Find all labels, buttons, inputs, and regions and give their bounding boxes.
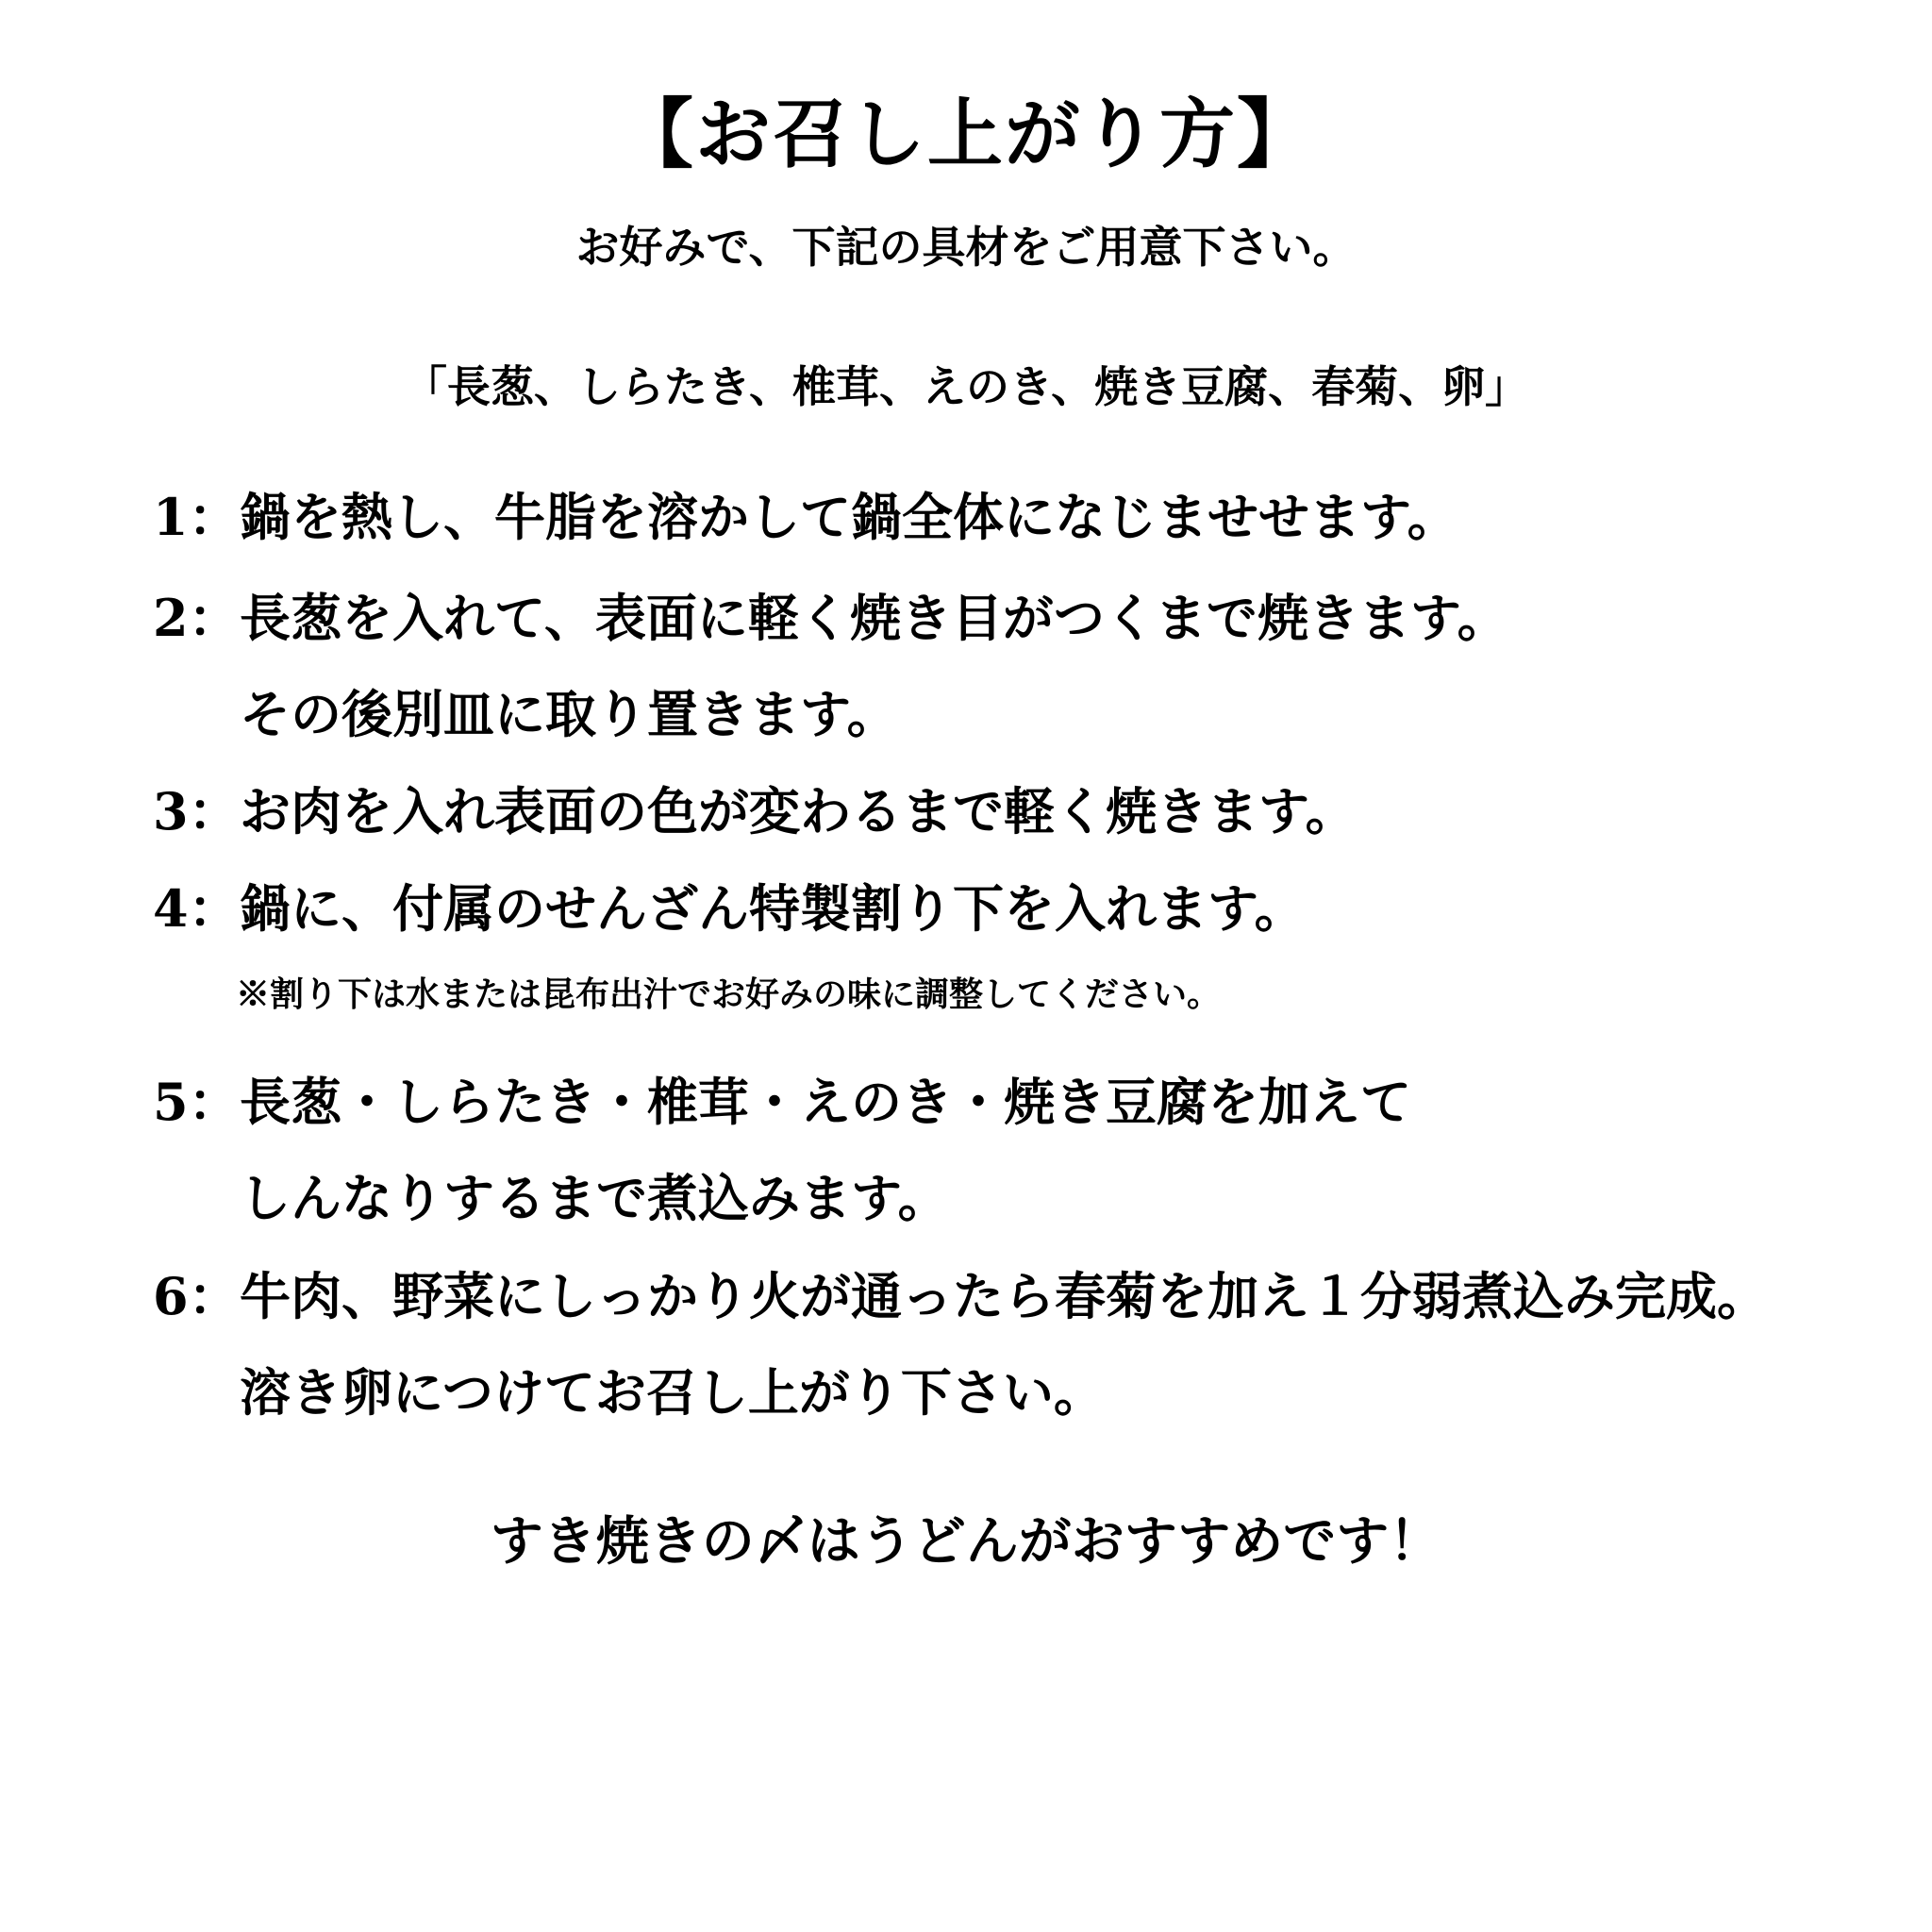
ingredients-list: 「長葱、しらたき、椎茸、えのき、焼き豆腐、春菊、卵」 bbox=[403, 361, 1529, 412]
step-4-note: ※割り下は水または昆布出汁でお好みの味に調整してください。 bbox=[236, 974, 1222, 1014]
step-number: 6： bbox=[153, 1266, 240, 1326]
step-5-continuation: しんなりするまで煮込みます。 bbox=[240, 1168, 949, 1228]
step-2 bbox=[153, 585, 1907, 651]
step-number: 1： bbox=[153, 487, 240, 547]
step-number: 5： bbox=[153, 1072, 240, 1132]
step-text: お肉を入れ表面の色が変わるまで軽く焼きます。 bbox=[240, 781, 1357, 841]
step-text: 牛肉、野菜にしっかり火が通ったら春菊を加え１分弱煮込み完成。 bbox=[240, 1266, 1768, 1326]
step-number: 3： bbox=[153, 781, 240, 841]
step-2-continuation: その後別皿に取り置きます。 bbox=[240, 684, 898, 744]
step-number: 4： bbox=[153, 878, 240, 939]
step-3 bbox=[153, 778, 1907, 844]
page-title: 【お召し上がり方】 bbox=[618, 90, 1314, 178]
intro-text: お好みで、下記の具材をご用意下さい。 bbox=[575, 222, 1357, 273]
step-text: 鍋を熱し、牛脂を溶かして鍋全体になじませせます。 bbox=[240, 487, 1458, 547]
step-5 bbox=[153, 1069, 1907, 1135]
closing-message: すき焼きの〆はうどんがおすすめです！ bbox=[490, 1510, 1442, 1573]
step-number: 2： bbox=[153, 588, 240, 648]
step-1 bbox=[153, 484, 1907, 550]
step-6-continuation: 溶き卵につけてお召し上がり下さい。 bbox=[240, 1362, 1105, 1423]
step-text: 長葱を入れて、表面に軽く焼き目がつくまで焼きます。 bbox=[240, 588, 1508, 648]
step-text: 鍋に、付属のせんざん特製割り下を入れます。 bbox=[240, 878, 1306, 939]
step-text: 長葱・しらたき・椎茸・えのき・焼き豆腐を加えて bbox=[240, 1072, 1411, 1132]
step-4 bbox=[153, 875, 1907, 941]
step-6 bbox=[153, 1263, 1907, 1329]
